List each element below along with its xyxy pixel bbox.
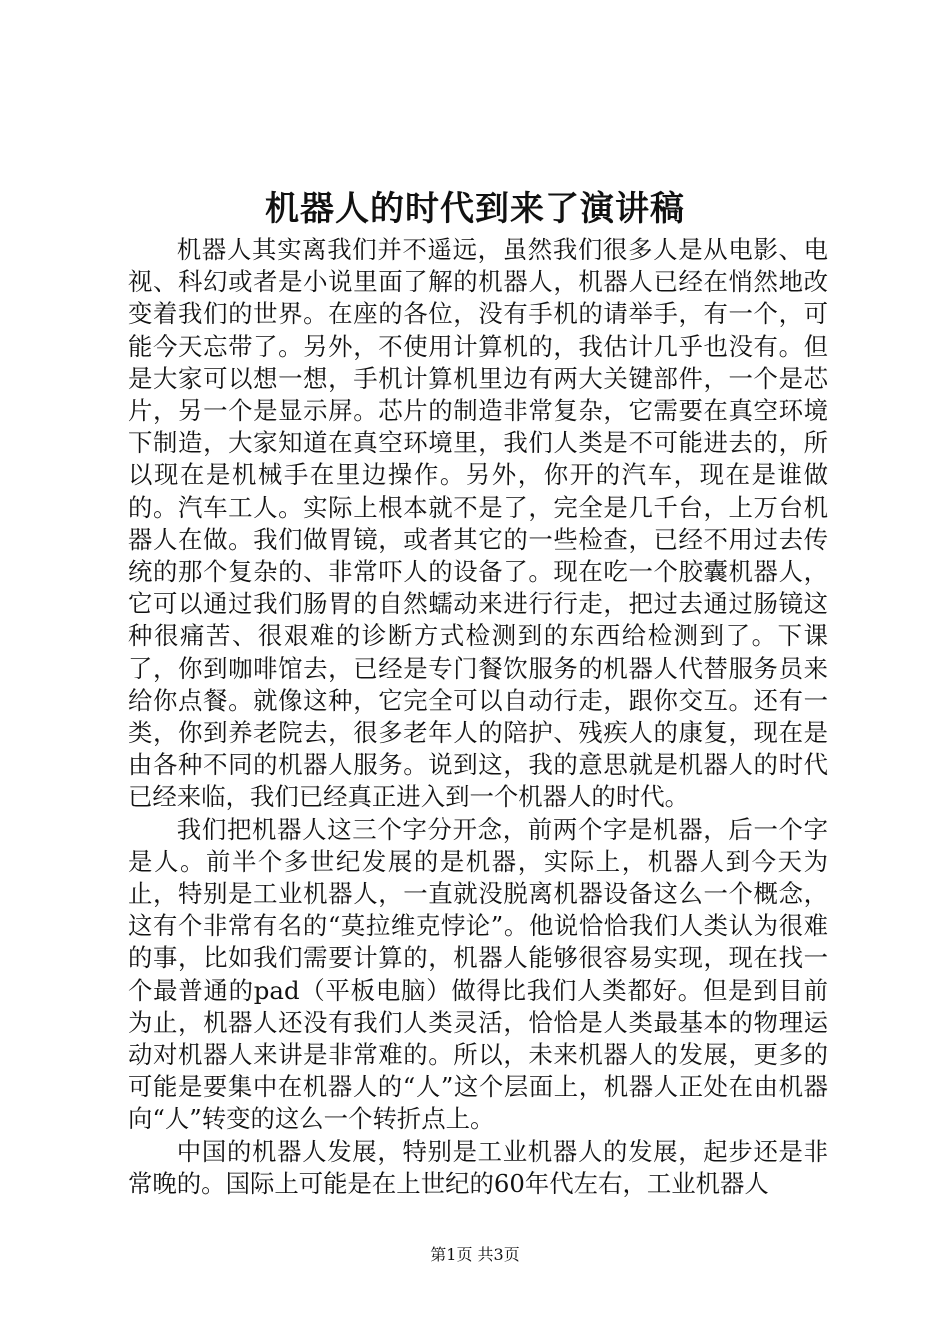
paragraph: 机器人其实离我们并不遥远，虽然我们很多人是从电影、电视、科幻或者是小说里面了解的机器人，机器人已经在悄然地改变着我们的世界。在座的各位，没有手机的请举手，有一个，可能今天忘带了。另外，不使用计算机的，我估计几乎也没有。但是大家可以想一想，手机计算机里边有两大关键部件，一个是芯片，另一个是显示屏。芯片的制造非常复杂，它需要在真空环境下制造，大家知道在真空环境里，我们人类是不可能进去的，所以现在是机械手在里边操作。另外，你开的汽车，现在是谁做的。汽车工人。实际上根本就不是了，完全是几千台，上万台机器人在做。我们做胃镜，或者其它的一些检查，已经不用过去传统的那个复杂的、非常吓人的设备了。现在吃一个胶囊机器人，它可以通过我们肠胃的自然蠕动来进行行走，把过去通过肠镜这种很痛苦、很艰难的诊断方式检测到的东西给检测到了。下课了，你到咖啡馆去，已经是专门餐饮服务的机器人代替服务员来给你点餐。就像这种，它完全可以自动行走，跟你交互。还有一类，你到养老院去，很多老年人的陪护、残疾人的康复，现在是由各种不同的机器人服务。说到这，我的意思就是机器人的时代已经来临，我们已经真正进入到一个机器人的时代。 — [128, 235, 828, 812]
document-title: 机器人的时代到来了演讲稿 — [265, 189, 685, 229]
paragraph: 中国的机器人发展，特别是工业机器人的发展，起步还是非常晚的。国际上可能是在上世纪的60年代左右，工业机器人 — [128, 1136, 828, 1198]
document-body — [128, 234, 828, 1200]
page-footer: 第1页 共3页 — [430, 1245, 520, 1264]
paragraph: 我们把机器人这三个字分开念，前两个字是机器，后一个字是人。前半个多世纪发展的是机器，实际上，机器人到今天为止，特别是工业机器人，一直就没脱离机器设备这么一个概念，这有个非常有名的“莫拉维克悖论”。他说恰恰我们人类认为很难的事，比如我们需要计算的，机器人能够很容易实现，现在找一个最普通的pad（平板电脑）做得比我们人类都好。但是到目前为止，机器人还没有我们人类灵活，恰恰是人类最基本的物理运动对机器人来讲是非常难的。所以，未来机器人的发展，更多的可能是要集中在机器人的“人”这个层面上，机器人正处在由机器向“人”转变的这么一个转折点上。 — [128, 814, 828, 1134]
